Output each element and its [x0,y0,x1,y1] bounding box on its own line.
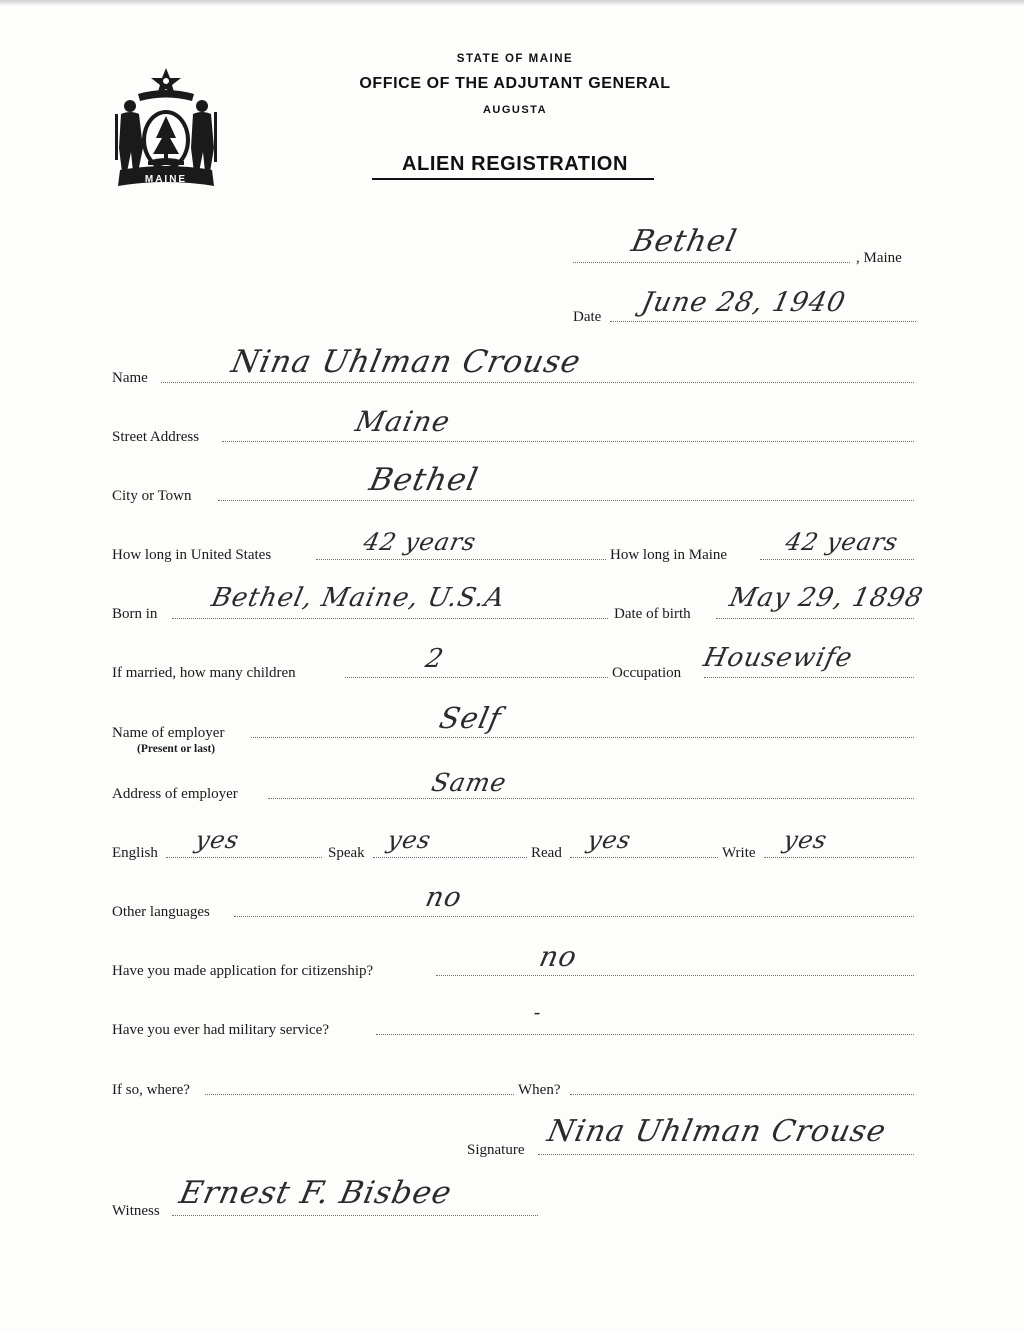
speak-label: Speak [328,845,365,861]
location-suffix: , Maine [856,250,902,266]
name-value: Nina Uhlman Crouse [228,344,585,380]
header-state: STATE OF MAINE [456,53,574,65]
citizenship-label: Have you made application for citizenship? [112,963,374,979]
occupation-line [704,677,914,678]
date-label: Date [573,309,602,325]
city-line [218,500,914,501]
street-value: Maine [352,405,454,438]
children-value: 2 [422,644,447,674]
location-value: Bethel [628,224,741,259]
citizenship-value: no [536,940,581,973]
english-label: English [112,845,158,861]
other-languages-value: no [422,882,465,913]
header-city: AUGUSTA [482,104,548,116]
born-in-label: Born in [112,606,158,622]
title-underline [372,178,654,180]
employer-line [251,737,914,738]
signature-label: Signature [467,1142,525,1158]
maine-years-line [760,559,914,560]
military-value: - [531,1000,545,1024]
dob-label: Date of birth [614,606,691,622]
employer-label: Name of employer [112,725,225,741]
employer-address-value: Same [428,768,510,797]
when-label: When? [518,1082,561,1098]
write-line [764,857,914,858]
speak-value: yes [385,826,435,854]
signature-line [538,1154,914,1155]
dob-value: May 29, 1898 [726,583,927,613]
where-line [205,1094,514,1095]
children-label: If married, how many children [112,665,296,681]
street-line [222,441,914,442]
witness-value: Ernest F. Bisbee [176,1175,456,1211]
scan-edge [0,0,1024,6]
military-label: Have you ever had military service? [112,1022,329,1038]
dob-line [716,618,914,619]
read-label: Read [531,845,562,861]
date-line [610,321,916,322]
witness-line [172,1215,538,1216]
us-years-value: 42 years [361,528,480,556]
maine-years-label: How long in Maine [610,547,728,563]
city-value: Bethel [366,462,482,498]
name-label: Name [112,370,148,386]
born-in-value: Bethel, Maine, U.S.A [208,583,508,613]
occupation-value: Housewife [700,643,856,673]
date-value: June 28, 1940 [638,287,849,318]
read-value: yes [585,826,635,854]
military-line [376,1034,914,1035]
maine-state-seal [112,64,220,192]
other-languages-line [234,916,914,917]
write-label: Write [722,845,756,861]
us-years-line [316,559,606,560]
maine-years-value: 42 years [783,528,902,556]
street-label: Street Address [112,429,200,445]
city-label: City or Town [112,488,192,504]
occupation-label: Occupation [612,665,682,681]
children-line [345,677,608,678]
employer-address-line [268,798,914,799]
read-line [570,857,718,858]
name-line [161,382,914,383]
born-in-line [172,618,608,619]
when-line [570,1094,914,1095]
other-languages-label: Other languages [112,904,210,920]
header-office: OFFICE OF THE ADJUTANT GENERAL [359,75,671,92]
english-value: yes [193,826,243,854]
english-line [166,857,322,858]
location-line [573,262,850,263]
form-title: ALIEN REGISTRATION [402,153,628,175]
citizenship-line [436,975,914,976]
employer-sublabel: (Present or last) [137,743,216,755]
us-years-label: How long in United States [112,547,272,563]
write-value: yes [781,826,831,854]
employer-address-label: Address of employer [112,786,238,802]
witness-label: Witness [112,1203,160,1219]
where-label: If so, where? [112,1082,190,1098]
seal-text: MAINE [144,174,188,185]
employer-value: Self [436,701,505,735]
signature-value: Nina Uhlman Crouse [544,1114,890,1149]
speak-line [373,857,527,858]
